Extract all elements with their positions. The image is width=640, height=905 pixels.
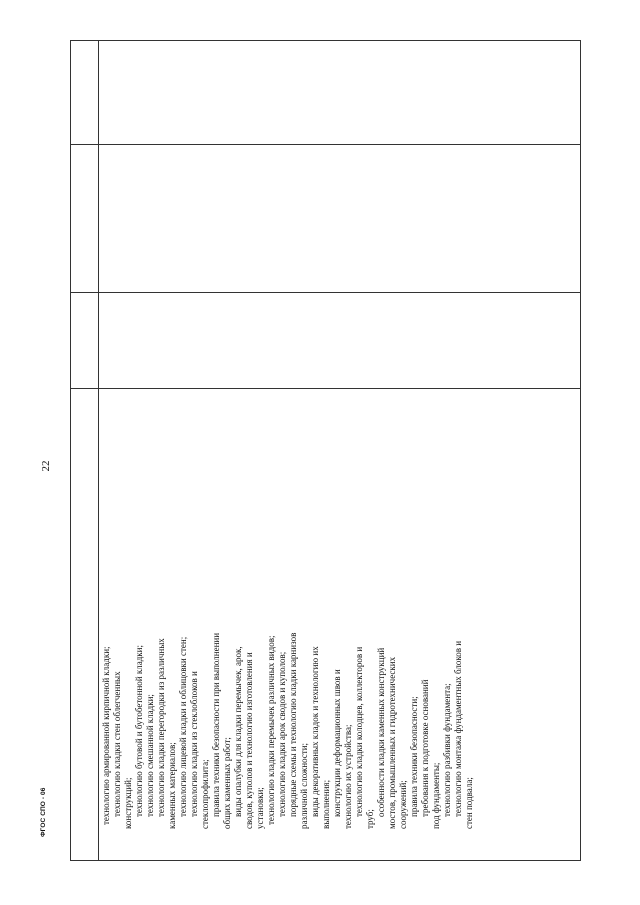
list-item: конструкций;	[123, 777, 133, 829]
list-item: установки;	[255, 787, 265, 829]
list-item: порядные схемы и технологию кладки карнизов	[288, 632, 298, 817]
list-item: технологию монтажа фундаментных блоков и	[453, 640, 463, 817]
list-item: технологию их устройства;	[343, 724, 353, 829]
list-item: общих каменных работ;	[222, 737, 232, 829]
list-item: технологию армированной кирпичной кладки;	[101, 646, 111, 825]
list-item: правила техники безопасности;	[409, 696, 419, 817]
list-item: мостов, промышленных и гидротехнических	[387, 656, 397, 829]
row-divider-1	[98, 40, 99, 860]
list-item: сооружений;	[398, 780, 408, 829]
list-item: виды декоративных кладок и технологию их	[310, 646, 320, 817]
list-item: требования к подготовке оснований	[420, 679, 430, 817]
list-item: технологию кладки арок сводов и куполов;	[277, 651, 287, 817]
list-item: каменных материалов;	[167, 742, 177, 829]
list-item: стеклопрофилита;	[200, 759, 210, 829]
list-item: выполнения;	[321, 779, 331, 829]
list-item: различной сложности;	[299, 742, 309, 829]
list-item: технологию разбивки фундамента;	[442, 683, 452, 817]
list-item: виды опалубки для кладки перемычек, арок,	[233, 646, 243, 817]
list-item: стен подвала;	[464, 777, 474, 829]
list-item: труб;	[365, 809, 375, 829]
table-border-right	[580, 40, 581, 860]
list-item: сводов, куполов и технологию изготовления и	[244, 652, 254, 829]
list-item: технологию кладки из стеклоблоков и	[189, 671, 199, 817]
table-border-bottom	[70, 860, 581, 861]
list-item: особенности кладки каменных конструкций	[376, 647, 386, 817]
list-item: технологию кладки перегородки из различных	[156, 638, 166, 817]
footer-code: ФГОС СПО - 06	[40, 787, 47, 837]
list-item: конструкции деформационных швов и	[332, 669, 342, 817]
list-item: технологию бутовой и бутобетонной кладки;	[134, 645, 144, 817]
list-item: технологию кладки перемычек различных видов;	[266, 635, 276, 825]
list-item: технологию лицевой кладки и облицовки стен;	[178, 636, 188, 817]
list-item: технологию кладки стен облегченных	[112, 671, 122, 817]
list-item: технологию кладки колодцев, коллекторов и	[354, 646, 364, 817]
content-cell	[100, 61, 570, 831]
list-item: правила техники безопасности при выполнении	[211, 632, 221, 817]
content-list	[101, 61, 475, 829]
table-border-top	[70, 40, 581, 41]
list-item: технологию смешанной кладки;	[145, 694, 155, 817]
row-divider-left	[70, 40, 71, 860]
page-number: 22	[40, 460, 52, 472]
list-item: под фундаменты;	[431, 762, 441, 829]
